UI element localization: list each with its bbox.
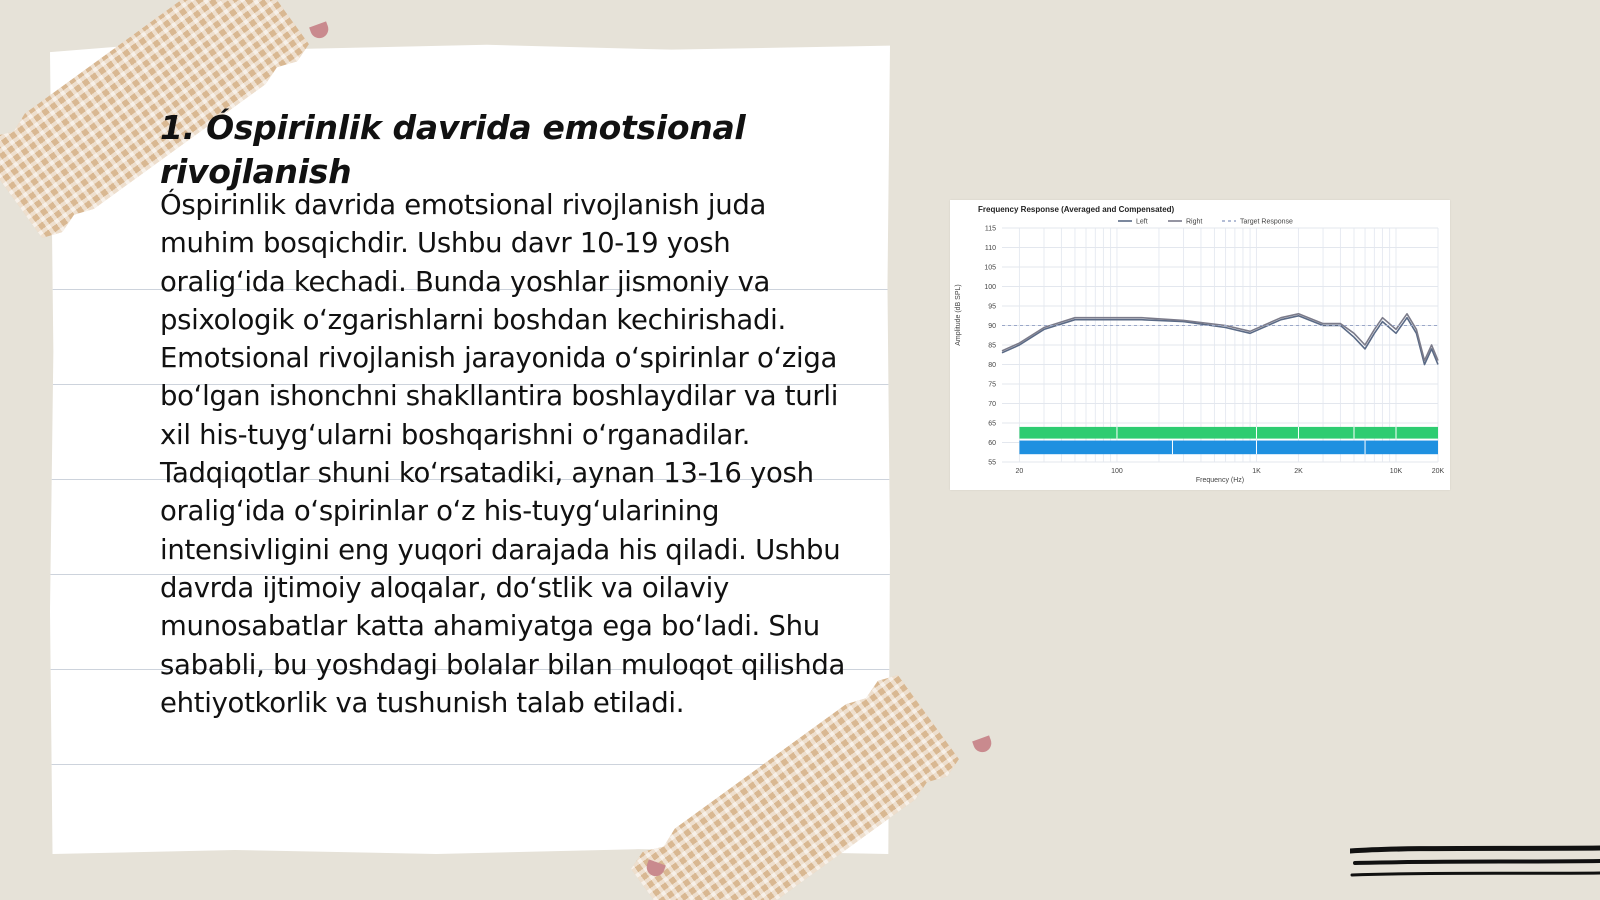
x-tick-label: 1K bbox=[1252, 468, 1261, 475]
y-tick-label: 55 bbox=[988, 459, 996, 467]
y-tick-label: 85 bbox=[988, 342, 996, 350]
frequency-band bbox=[1019, 427, 1438, 439]
y-axis-label: Amplitude (dB SPL) bbox=[955, 284, 962, 346]
decorative-brush-strokes bbox=[1350, 845, 1600, 885]
x-tick-label: 100 bbox=[1111, 468, 1123, 475]
chart-svg bbox=[950, 200, 1450, 490]
y-tick-label: 105 bbox=[984, 264, 996, 272]
y-tick-label: 65 bbox=[988, 420, 996, 428]
slide-title: 1. Óspirinlik davrida emotsional rivojlanish bbox=[160, 108, 746, 191]
y-tick-label: 90 bbox=[988, 323, 996, 330]
tape-pin bbox=[309, 21, 331, 40]
legend-label: Left bbox=[1136, 218, 1148, 226]
x-axis-label: Frequency (Hz) bbox=[1195, 477, 1245, 484]
x-tick-label: 20K bbox=[1431, 468, 1445, 475]
legend-label: Target Response bbox=[1240, 218, 1293, 226]
y-tick-label: 115 bbox=[984, 225, 996, 233]
x-tick-label: 10K bbox=[1389, 468, 1403, 475]
y-tick-label: 70 bbox=[988, 401, 996, 408]
series-line-left bbox=[1002, 316, 1438, 365]
y-tick-label: 95 bbox=[988, 303, 996, 311]
x-tick-label: 2K bbox=[1294, 468, 1303, 475]
slide-body-text: Óspirinlik davrida emotsional rivojlanish juda muhim bosqichdir. Ushbu davr 10-19 yosh oraligʻida kechadi. Bunda yoshlar jismoniy va psixologik oʻzgarishlarni boshdan kechirishadi. Emotsional rivojlanish jarayonida oʻspirinlar oʻziga boʻlgan ishonchni shakllantira boshlaydilar va turli xil his-tuygʻularni boshqarishni oʻrganadilar. Tadqiqotlar shuni koʻrsatadiki, aynan 13-16 yosh oraligʻida oʻspirinlar oʻz his-tuygʻularining intensivligini eng yuqori darajada his qiladi. Ushbu davrda ijtimoiy aloqalar, doʻstlik va oilaviy munosabatlar katta ahamiyatga ega boʻladi. Shu sababli, bu yoshdagi bolalar bilan muloqot qilishda ehtiyotkorlik va tushunish talab etiladi. bbox=[160, 189, 846, 719]
frequency-response-chart bbox=[950, 200, 1450, 490]
y-tick-label: 60 bbox=[988, 440, 996, 447]
legend-label: Right bbox=[1186, 218, 1203, 226]
frequency-band bbox=[1019, 441, 1438, 455]
y-tick-label: 80 bbox=[988, 362, 996, 369]
y-tick-label: 75 bbox=[988, 381, 996, 389]
chart-title: Frequency Response (Averaged and Compensated) bbox=[978, 205, 1175, 214]
x-tick-label: 20 bbox=[1015, 468, 1024, 475]
tape-pin bbox=[972, 735, 994, 754]
y-tick-label: 100 bbox=[984, 284, 996, 291]
y-tick-label: 110 bbox=[984, 245, 996, 252]
